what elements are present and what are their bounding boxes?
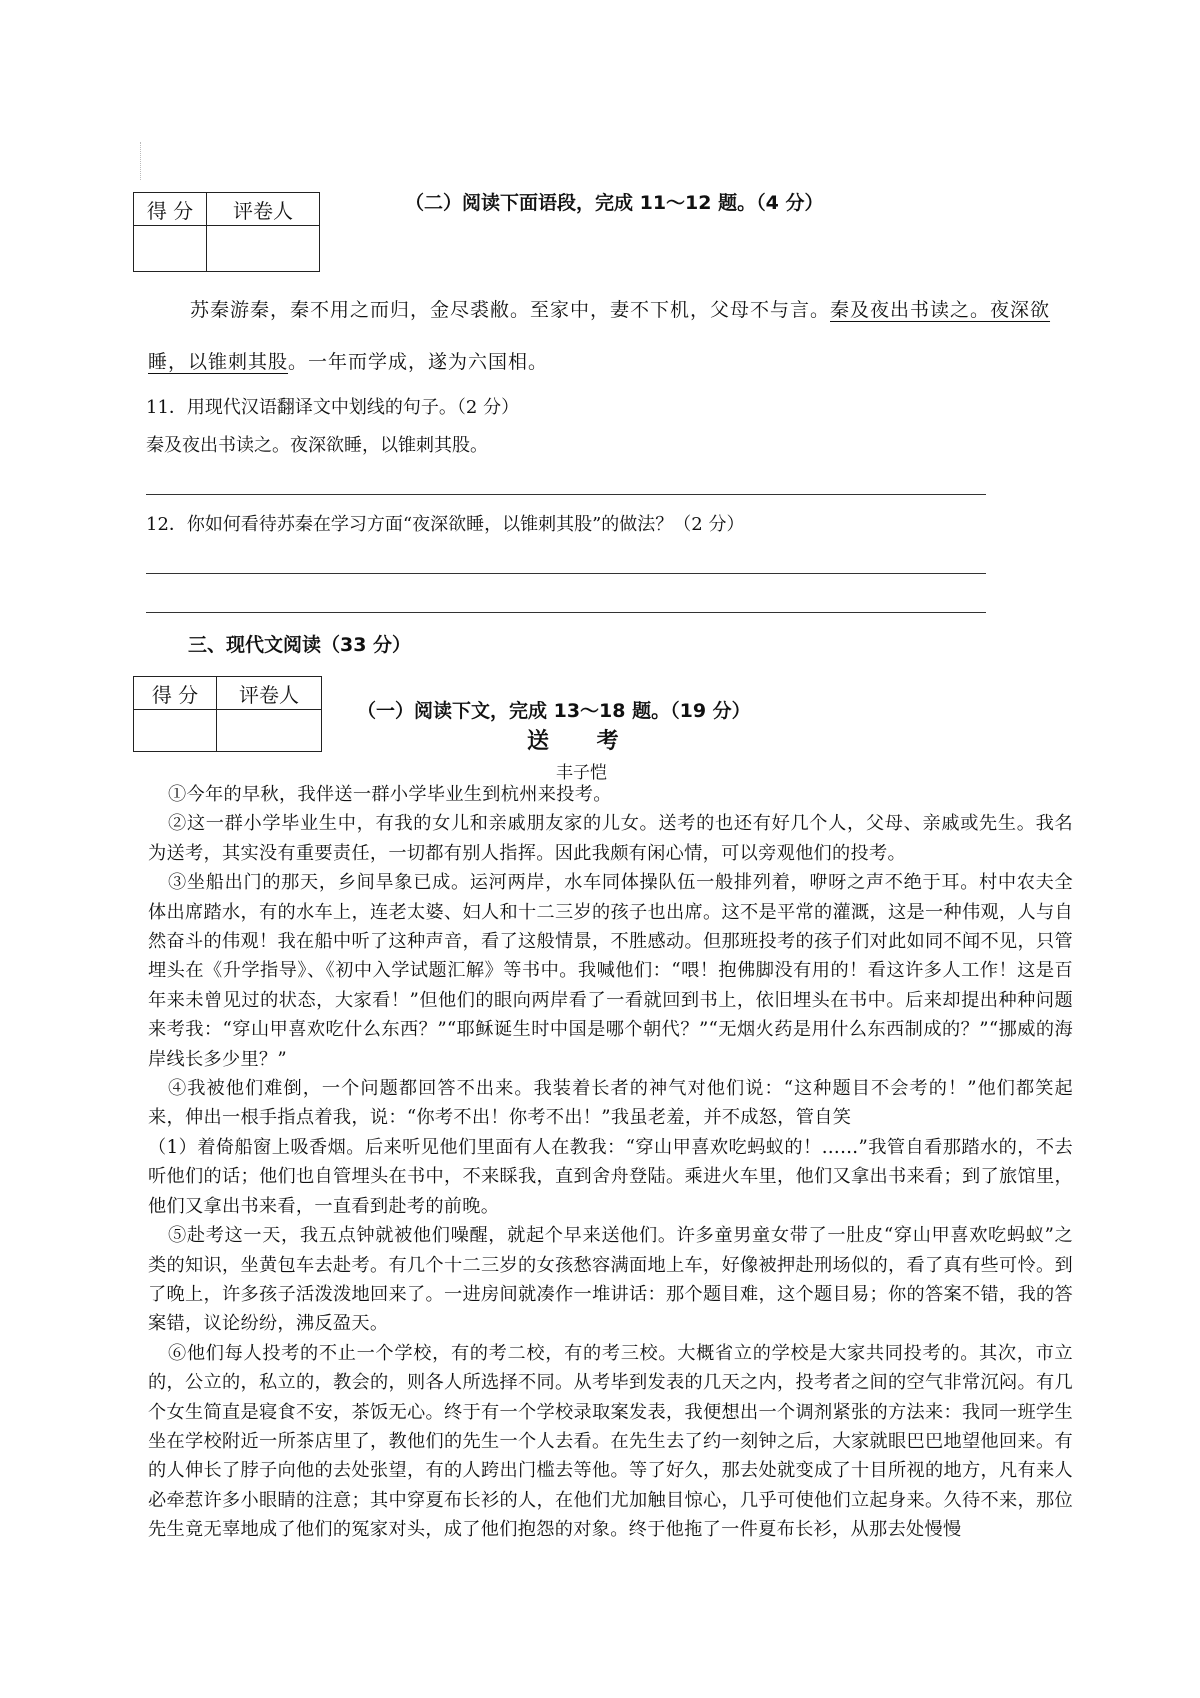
answer-line-11[interactable] — [146, 494, 986, 495]
paragraph-4-continued: （1）着倚船窗上吸香烟。后来听见他们里面有人在教我：“穿山甲喜欢吃蚂蚁的！……”我管自看那踏水的，不去听他们的话；他们也自管埋头在书中，不来睬我，直到舍舟登陆。乘进火车里，他们又拿出书来看；到了旅馆里，他们又拿出书来看，一直看到赴考的前晚。 — [148, 1136, 1073, 1217]
passage-underlined: 秦及夜出书读之。夜深欲睡，以锥刺其股 — [148, 299, 1051, 373]
score-label: 得 分 — [134, 677, 217, 710]
paragraph-4: ④我被他们难倒，一个问题都回答不出来。我装着长者的神气对他们说：“这种题目不会考的！”他们都笑起来，伸出一根手指点着我，说：“你考不出！你考不出！”我虽老羞，并不成怒，管自笑 — [148, 1078, 1073, 1129]
article-title: 送 考 — [527, 729, 639, 754]
section-3-sub-heading: （一）阅读下文，完成 13～18 题。（19 分） — [357, 700, 751, 722]
question-12: 12．你如何看待苏秦在学习方面“夜深欲睡，以锥刺其股”的做法？（2 分） — [146, 514, 745, 535]
grader-cell[interactable] — [217, 710, 322, 752]
grader-label: 评卷人 — [207, 193, 320, 226]
section-3-heading: 三、现代文阅读（33 分） — [188, 634, 412, 656]
score-box-1 — [133, 192, 320, 272]
classical-passage — [148, 284, 1083, 388]
paragraph-6: ⑥他们每人投考的不止一个学校，有的考二校，有的考三校。大概省立的学校是大家共同投考的。其次，市立的，公立的，私立的，教会的，则各人所选择不同。从考毕到发表的几天之内，投考者之间的空气非常沉闷。有几个女生简直是寝食不安，茶饭无心。终于有一个学校录取案发表，我便想出一个调剂紧张的方法来：我同一班学生坐在学校附近一所茶店里了，教他们的先生一个人去看。在先生去了约一刻钟之后，大家就眼巴巴地望他回来。有的人伸长了脖子向他的去处张望，有的人跨出门槛去等他。等了好久，那去处就变成了十目所视的地方，凡有来人必牵惹许多小眼睛的注意；其中穿夏布长衫的人，在他们尤加触目惊心，几乎可使他们立起身来。久待不来，那位先生竟无辜地成了他们的冤家对头，成了他们抱怨的对象。终于他拖了一件夏布长衫，从那去处慢慢 — [148, 1342, 1073, 1541]
article-author: 丰子恺 — [556, 763, 607, 783]
score-label: 得 分 — [134, 193, 207, 226]
article-body — [148, 780, 1073, 1545]
question-11: 11．用现代汉语翻译文中划线的句子。（2 分） — [146, 397, 520, 418]
grader-label: 评卷人 — [217, 677, 322, 710]
score-cell[interactable] — [134, 226, 207, 272]
paragraph-3: ③坐船出门的那天，乡间旱象已成。运河两岸，水车同体操队伍一般排列着，咿呀之声不绝于耳。村中农夫全体出席踏水，有的水车上，连老太婆、妇人和十二三岁的孩子也出席。这不是平常的灌溉，这是一种伟观，人与自然奋斗的伟观！我在船中听了这种声音，看了这般情景，不胜感动。但那班投考的孩子们对此如同不闻不见，只管埋头在《升学指导》、《初中入学试题汇解》等书中。我喊他们：“喂！抱佛脚没有用的！看这许多人工作！这是百年来未曾见过的状态，大家看！”但他们的眼向两岸看了一看就回到书上，依旧埋头在书中。后来却提出种种问题来考我：“穿山甲喜欢吃什么东西？”“耶稣诞生时中国是哪个朝代？”“无烟火药是用什么东西制成的？”“挪威的海岸线长多少里？” — [148, 872, 1073, 1070]
paragraph-2: ②这一群小学毕业生中，有我的女儿和亲戚朋友家的儿女。送考的也还有好几个人，父母、亲戚或先生。我名为送考，其实没有重要责任，一切都有别人指挥。因此我颇有闲心情，可以旁观他们的投考。 — [148, 813, 1073, 864]
score-box-2 — [133, 676, 322, 752]
score-cell[interactable] — [134, 710, 217, 752]
passage-tail: 。一年而学成，遂为六国相。 — [288, 351, 549, 373]
paragraph-5: ⑤赴考这一天，我五点钟就被他们噪醒，就起个早来送他们。许多童男童女带了一肚皮“穿山甲喜欢吃蚂蚁”之类的知识，坐黄包车去赴考。有几个十二三岁的女孩愁容满面地上车，好像被押赴刑场似的，看了真有些可怜。到了晚上，许多孩子活泼泼地回来了。一进房间就凑作一堆讲话：那个题目难，这个题目易；你的答案不错，我的答案错，议论纷纷，沸反盈天。 — [148, 1225, 1073, 1335]
margin-mark — [140, 142, 141, 180]
answer-line-12b[interactable] — [146, 612, 986, 613]
question-11-sentence: 秦及夜出书读之。夜深欲睡，以锥刺其股。 — [146, 435, 488, 456]
answer-line-12a[interactable] — [146, 573, 986, 574]
section-2-heading: （二）阅读下面语段，完成 11～12 题。（4 分） — [405, 192, 824, 214]
passage-plain: 苏秦游秦，秦不用之而归，金尽裘敝。至家中，妻不下机，父母不与言。 — [190, 299, 831, 321]
paragraph-1: ①今年的早秋，我伴送一群小学毕业生到杭州来投考。 — [168, 784, 612, 805]
grader-cell[interactable] — [207, 226, 320, 272]
